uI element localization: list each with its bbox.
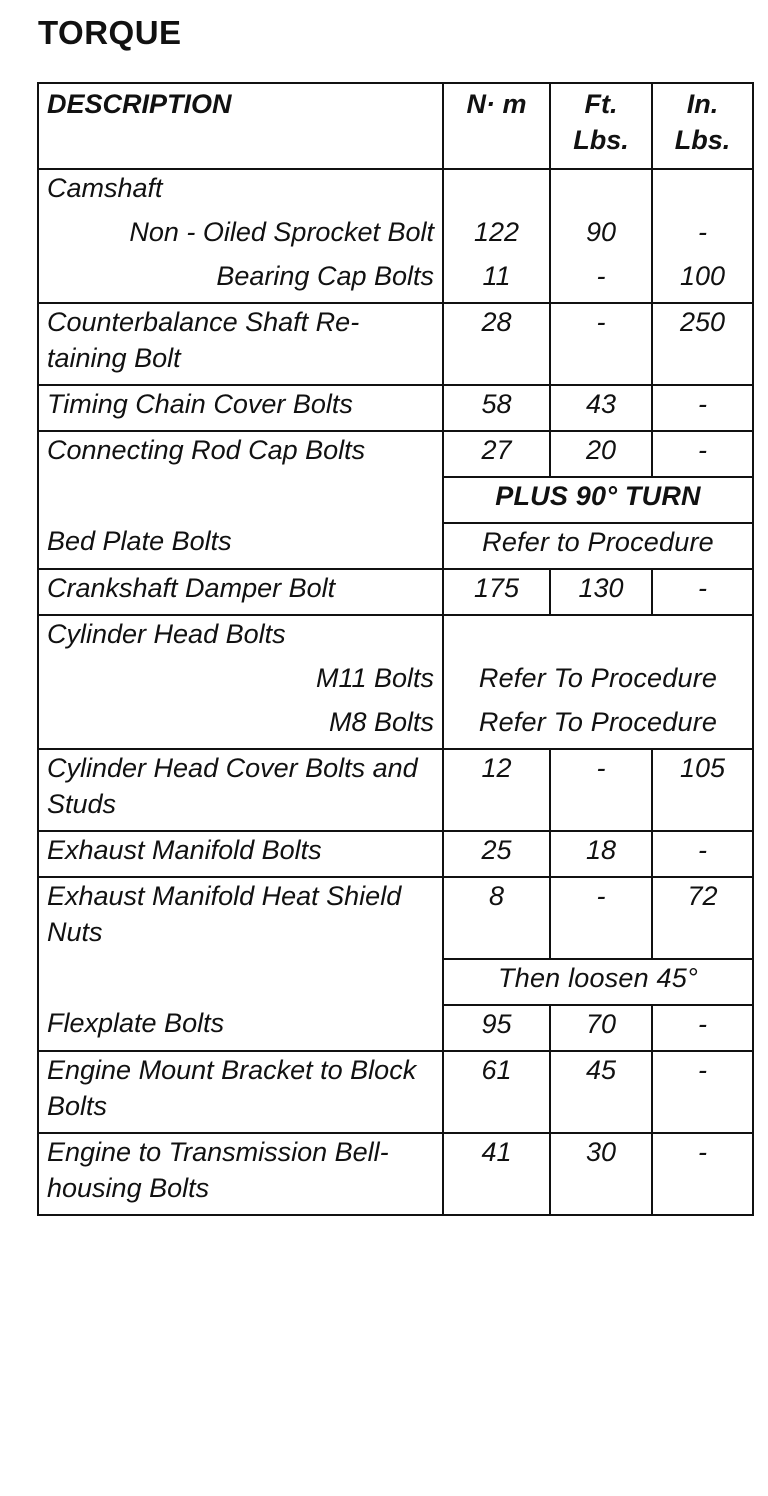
row-flexplate-desc: Flexplate Bolts [38, 1005, 443, 1051]
row-damper-ft: 130 [550, 569, 652, 615]
row-sprocket-ft: 90 [550, 214, 652, 258]
header-ftlbs [550, 83, 652, 169]
torque-table [37, 82, 754, 1216]
header-inlbs-line1: In. [686, 89, 719, 119]
row-exhaust-ft: 18 [550, 831, 652, 877]
row-mount-nm: 61 [443, 1051, 550, 1133]
header-inlbs [652, 83, 753, 169]
row-flexplate-nm: 95 [443, 1005, 550, 1051]
row-conrod-desc: Connecting Rod Cap Bolts [38, 431, 443, 477]
row-bearing-nm: 11 [443, 258, 550, 303]
row-flexplate-in: - [652, 1005, 753, 1051]
row-conrod-ft: 20 [550, 431, 652, 477]
row-m8-desc: M8 Bolts [38, 704, 443, 749]
row-mount-desc: Engine Mount Bracket to Block Bolts [38, 1051, 443, 1133]
table-row [38, 385, 753, 431]
row-mount-ft: 45 [550, 1051, 652, 1133]
table-row [38, 1051, 753, 1133]
row-heatshield-nm: 8 [443, 877, 550, 959]
table-row [38, 258, 753, 303]
row-heatshield-ft: - [550, 877, 652, 959]
row-mount-in: - [652, 1051, 753, 1133]
row-flexplate-ft: 70 [550, 1005, 652, 1051]
row-counterbalance-in: 250 [652, 303, 753, 385]
header-description: DESCRIPTION [38, 83, 443, 169]
row-heatshield-note: Then loosen 45° [443, 959, 753, 1005]
row-timing-nm: 58 [443, 385, 550, 431]
row-bellhousing-nm: 41 [443, 1133, 550, 1215]
table-row [38, 1133, 753, 1215]
row-conrod-note: PLUS 90° TURN [443, 477, 753, 523]
row-bedplate-value: Refer to Procedure [443, 523, 753, 569]
table-row [38, 169, 753, 214]
row-conrod-in: - [652, 431, 753, 477]
row-counterbalance-ft: - [550, 303, 652, 385]
page-title: TORQUE [38, 14, 182, 51]
table-row [38, 615, 753, 660]
row-headcover-desc: Cylinder Head Cover Bolts and Studs [38, 749, 443, 831]
table-row [38, 704, 753, 749]
row-sprocket-in: - [652, 214, 753, 258]
row-sprocket-nm: 122 [443, 214, 550, 258]
row-damper-desc: Crankshaft Damper Bolt [38, 569, 443, 615]
row-conrod-nm: 27 [443, 431, 550, 477]
row-headcover-nm: 12 [443, 749, 550, 831]
table-row [38, 303, 753, 385]
row-cylhead-desc: Cylinder Head Bolts [38, 615, 443, 660]
table-header-row [38, 83, 753, 169]
header-ftlbs-line2: Lbs. [573, 125, 629, 155]
header-ftlbs-line1: Ft. [584, 89, 618, 119]
row-exhaust-desc: Exhaust Manifold Bolts [38, 831, 443, 877]
row-damper-in: - [652, 569, 753, 615]
row-counterbalance-desc: Counterbalance Shaft Re-taining Bolt [38, 303, 443, 385]
row-bellhousing-in: - [652, 1133, 753, 1215]
row-camshaft-desc: Camshaft [38, 169, 443, 214]
table-row [38, 477, 753, 523]
row-headcover-in: 105 [652, 749, 753, 831]
table-row [38, 1005, 753, 1051]
row-exhaust-nm: 25 [443, 831, 550, 877]
row-heatshield-desc: Exhaust Manifold Heat Shield Nuts [38, 877, 443, 959]
table-row [38, 431, 753, 477]
row-bellhousing-ft: 30 [550, 1133, 652, 1215]
table-row [38, 831, 753, 877]
row-bearing-desc: Bearing Cap Bolts [38, 258, 443, 303]
row-bearing-in: 100 [652, 258, 753, 303]
row-bedplate-desc: Bed Plate Bolts [38, 523, 443, 569]
table-row [38, 749, 753, 831]
row-timing-ft: 43 [550, 385, 652, 431]
row-timing-in: - [652, 385, 753, 431]
row-m11-desc: M11 Bolts [38, 660, 443, 704]
header-inlbs-line2: Lbs. [674, 125, 731, 155]
header-nm: N· m [443, 83, 550, 169]
row-sprocket-desc: Non - Oiled Sprocket Bolt [38, 214, 443, 258]
table-row [38, 214, 753, 258]
table-row [38, 660, 753, 704]
row-heatshield-in: 72 [652, 877, 753, 959]
row-bearing-ft: - [550, 258, 652, 303]
row-m8-value: Refer To Procedure [443, 704, 753, 749]
table-row [38, 569, 753, 615]
row-counterbalance-nm: 28 [443, 303, 550, 385]
row-timing-desc: Timing Chain Cover Bolts [38, 385, 443, 431]
table-row [38, 523, 753, 569]
row-m11-value: Refer To Procedure [443, 660, 753, 704]
row-bellhousing-desc: Engine to Transmission Bell-housing Bolts [38, 1133, 443, 1215]
table-row [38, 877, 753, 959]
row-damper-nm: 175 [443, 569, 550, 615]
table-row [38, 959, 753, 1005]
row-exhaust-in: - [652, 831, 753, 877]
row-headcover-ft: - [550, 749, 652, 831]
